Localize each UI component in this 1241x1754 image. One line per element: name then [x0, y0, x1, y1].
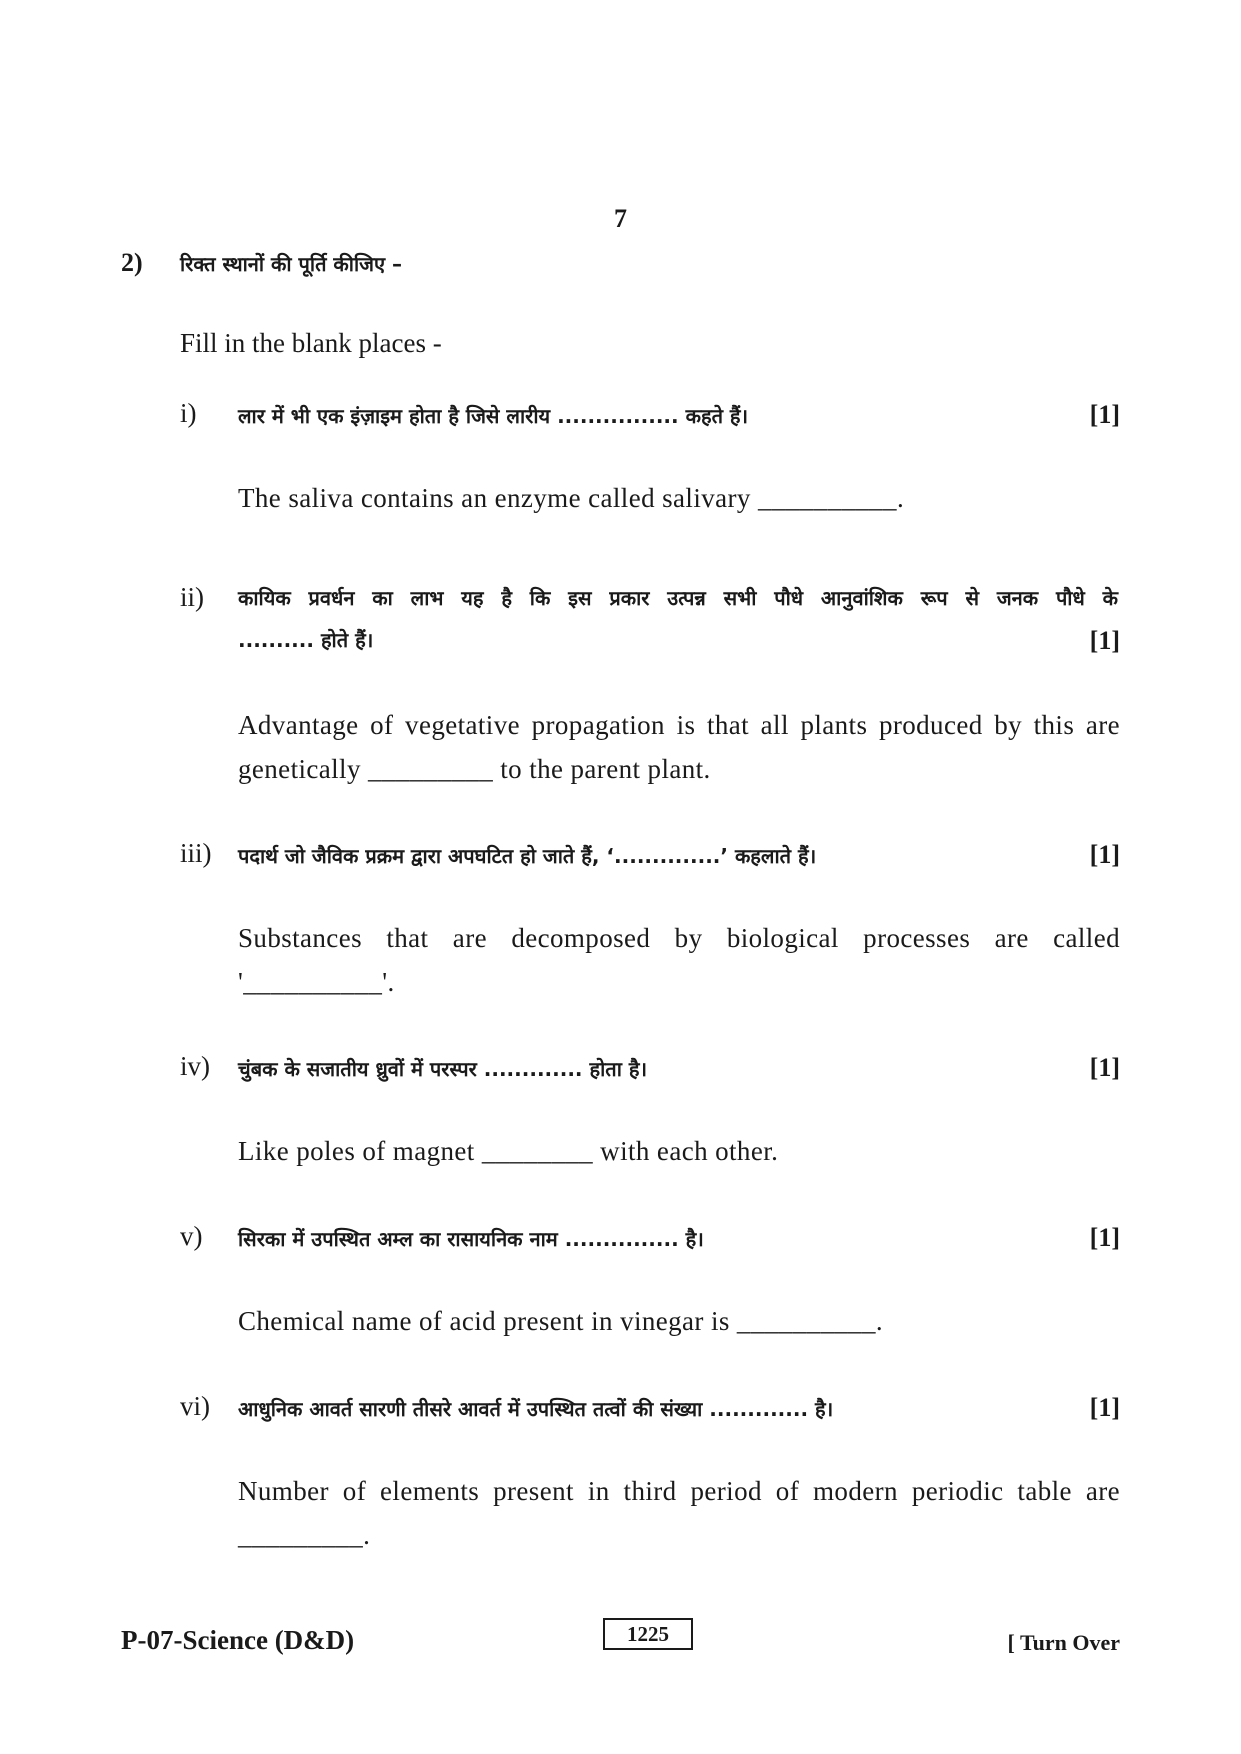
booklet-code-box: 1225 [603, 1618, 693, 1650]
question-title-english: Fill in the blank places - [180, 328, 442, 358]
turn-over-label: [ Turn Over [1007, 1630, 1120, 1655]
page-number: 7 [614, 204, 627, 233]
item-vi-numeral: vi) [180, 1391, 210, 1421]
item-iii-marks: [1] [1089, 840, 1120, 869]
item-iii-numeral: iii) [180, 838, 212, 868]
item-v-numeral: v) [180, 1221, 203, 1251]
item-v-marks: [1] [1089, 1223, 1120, 1252]
item-iii-english: Substances that are decomposed by biological processes are called '__________'. [238, 923, 1120, 997]
item-iii-hindi: पदार्थ जो जैविक प्रक्रम द्वारा अपघटित हो जाते हैं, ‘..............’ कहलाते हैं। [238, 844, 817, 868]
item-iv-marks: [1] [1089, 1053, 1120, 1082]
item-i-numeral: i) [180, 398, 197, 428]
item-i-hindi: लार में भी एक इंज़ाइम होता है जिसे लारीय ................ कहते हैं। [238, 404, 749, 428]
item-ii-hindi-line2: .......... होते हैं। [238, 628, 374, 652]
item-iv-english: Like poles of magnet ________ with each other. [238, 1136, 779, 1166]
item-vi-hindi: आधुनिक आवर्त सारणी तीसरे आवर्त में उपस्थित तत्वों की संख्या ............. है। [238, 1397, 834, 1421]
item-ii-english: Advantage of vegetative propagation is that all plants produced by this are genetically _________ to the parent plant. [238, 710, 1120, 784]
item-iv-numeral: iv) [180, 1051, 210, 1081]
paper-code-label: P-07-Science (D&D) [121, 1625, 355, 1655]
item-ii-numeral: ii) [180, 582, 204, 612]
question-title-hindi: रिक्त स्थानों की पूर्ति कीजिए – [180, 252, 403, 276]
question-number: 2) [121, 248, 143, 277]
item-ii-marks: [1] [1089, 626, 1120, 655]
item-v-hindi: सिरका में उपस्थित अम्ल का रासायनिक नाम ............... है। [238, 1227, 704, 1251]
item-ii-hindi-line1: कायिक प्रवर्धन का लाभ यह है कि इस प्रकार उत्पन्न सभी पौधे आनुवांशिक रूप से जनक पौधे के [238, 586, 1118, 610]
item-v-english: Chemical name of acid present in vinegar is __________. [238, 1306, 884, 1336]
item-vi-english: Number of elements present in third period of modern periodic table are _________. [238, 1476, 1120, 1550]
item-i-marks: [1] [1089, 400, 1120, 429]
item-iv-hindi: चुंबक के सजातीय ध्रुवों में परस्पर ............. होता है। [238, 1057, 648, 1081]
item-i-english: The saliva contains an enzyme called salivary __________. [238, 483, 905, 513]
item-vi-marks: [1] [1089, 1393, 1120, 1422]
